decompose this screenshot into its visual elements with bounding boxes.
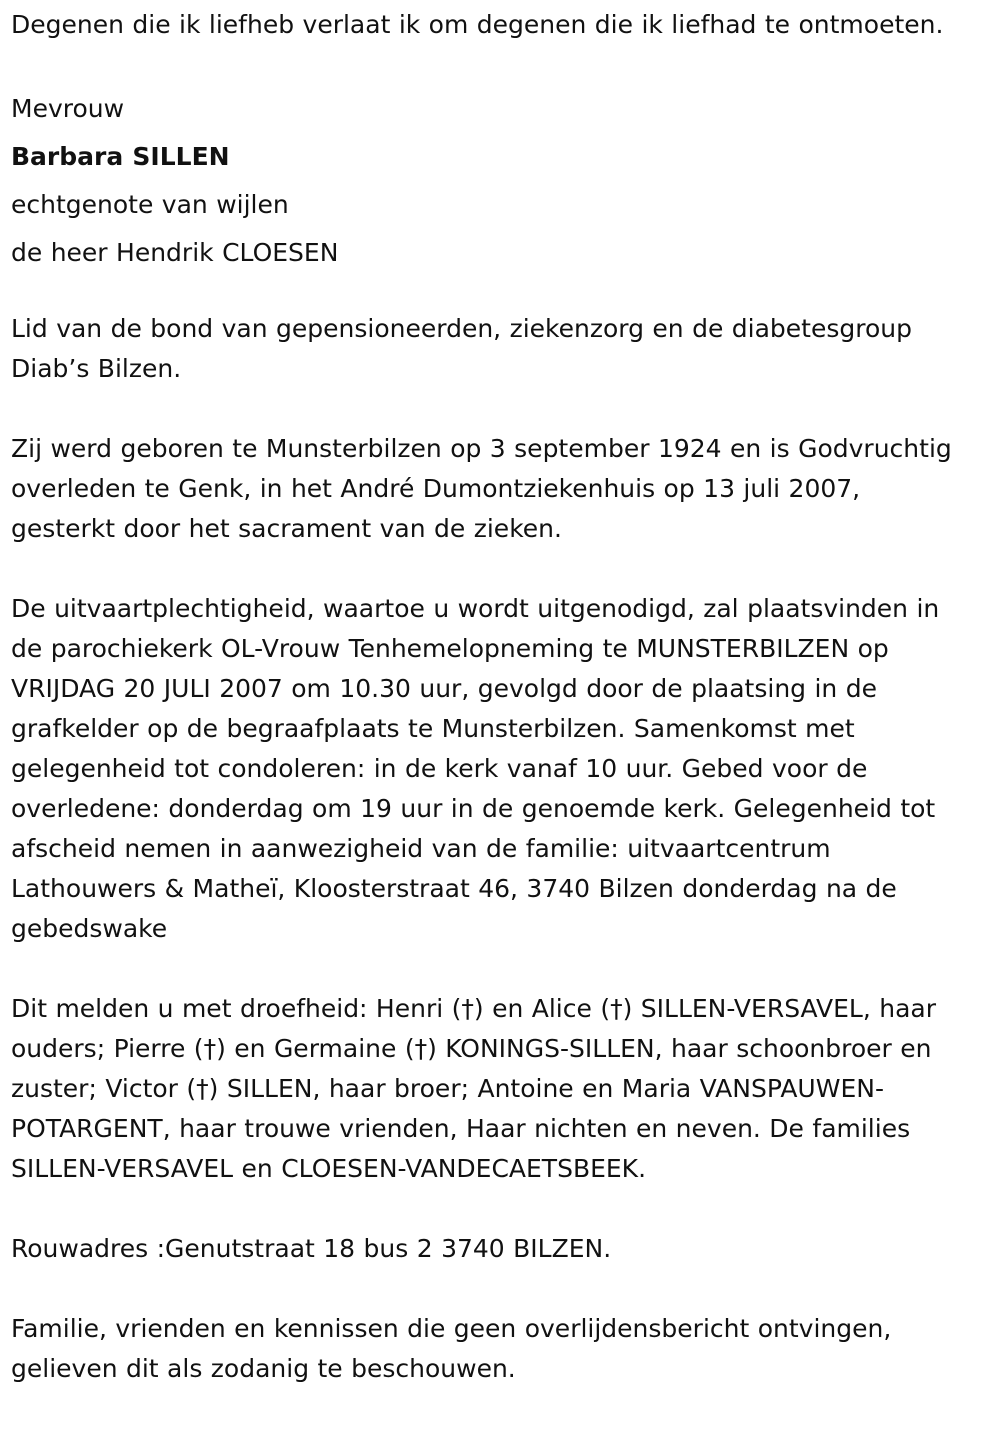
birth-death-paragraph: Zij werd geboren te Munsterbilzen op 3 september 1924 en is Godvruchtig overleden te Genk, in het André Dumontziekenhuis op 13 juli 2007, gesterkt door het sacrament van de zieken. <box>11 434 952 543</box>
relation-line-1: echtgenote van wijlen <box>11 190 289 219</box>
announcement-paragraph: Dit melden u met droefheid: Henri (†) en Alice (†) SILLEN-VERSAVEL, haar ouders; Pierre (†) en Germaine (†) KONINGS-SILLEN, haar schoonbroer en zuster; Victor (†) SILLEN, haar broer; Antoine en Maria VANSPAUWEN-POTARGENT, haar trouwe vrienden, Haar nichten en neven. De families SILLEN-VERSAVEL en CLOESEN-VANDECAETSBEEK. <box>11 994 937 1183</box>
ceremony-paragraph: De uitvaartplechtigheid, waartoe u wordt uitgenodigd, zal plaatsvinden in de parochiekerk OL-Vrouw Tenhemelopneming te MUNSTERBILZEN op VRIJDAG 20 JULI 2007 om 10.30 uur, gevolgd door de plaatsing in de grafkelder op de begraafplaats te Munsterbilzen. Samenkomst met gelegenheid tot condoleren: in de kerk vanaf 10 uur. Gebed voor de overledene: donderdag om 19 uur in de genoemde kerk. Gelegenheid tot afscheid nemen in aanwezigheid van de familie: uitvaartcentrum Lathouwers & Matheï, Kloosterstraat 46, 3740 Bilzen donderdag na de gebedswake <box>11 594 940 943</box>
mourning-address: Rouwadres :Genutstraat 18 bus 2 3740 BILZEN. <box>11 1234 612 1263</box>
membership-paragraph: Lid van de bond van gepensioneerden, ziekenzorg en de diabetesgroup Diab’s Bilzen. <box>11 314 912 383</box>
deceased-name: Barbara SILLEN <box>11 142 230 171</box>
opening-quote: Degenen die ik liefheb verlaat ik om degenen die ik liefhad te ontmoeten. <box>11 10 944 39</box>
relation-line-2: de heer Hendrik CLOESEN <box>11 238 339 267</box>
deceased-block <box>11 85 970 277</box>
salutation: Mevrouw <box>11 94 125 123</box>
closing-paragraph: Familie, vrienden en kennissen die geen overlijdensbericht ontvingen, gelieven dit als zodanig te beschouwen. <box>11 1314 892 1383</box>
